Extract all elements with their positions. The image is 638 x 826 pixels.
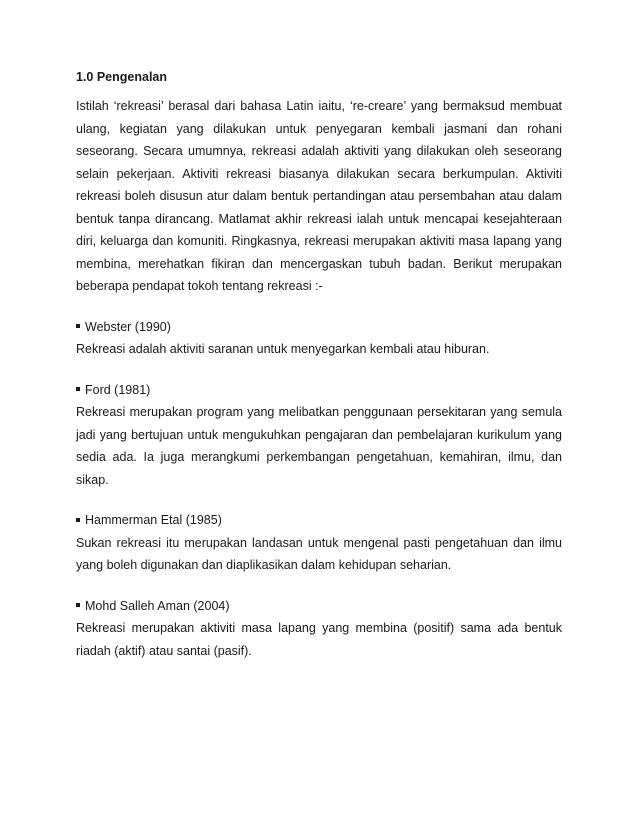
definition-entry-ford xyxy=(76,379,562,492)
bullet-icon xyxy=(76,387,80,391)
bullet-icon xyxy=(76,518,80,522)
definition-entry-webster xyxy=(76,316,562,361)
entry-title xyxy=(76,379,562,402)
bullet-icon xyxy=(76,324,80,328)
entry-text: Rekreasi merupakan aktiviti masa lapang yang membina (positif) sama ada bentuk riadah (aktif) atau santai (pasif). xyxy=(76,621,562,658)
entry-author: Webster (1990) xyxy=(85,319,171,334)
section-heading: 1.0 Pengenalan xyxy=(76,70,168,84)
entry-author: Ford (1981) xyxy=(85,382,151,397)
entry-title xyxy=(76,595,562,618)
entry-text: Rekreasi merupakan program yang melibatkan penggunaan persekitaran yang semula jadi yang bertujuan untuk mengukuhkan pengajaran dan pembelajaran kurikulum yang sedia ada. Ia juga merangkumi perkembangan pengetahuan, kemahiran, ilmu, dan sikap. xyxy=(76,405,562,487)
entry-text: Sukan rekreasi itu merupakan landasan untuk mengenal pasti pengetahuan dan ilmu yang boleh digunakan dan diaplikasikan dalam kehidupan seharian. xyxy=(76,535,562,572)
entry-title xyxy=(76,316,562,339)
intro-paragraph: Istilah ‘rekreasi’ berasal dari bahasa Latin iaitu, ‘re-creare’ yang bermaksud membuat ulang, kegiatan yang dilakukan untuk penyegaran kembali jasmani dan rohani seseorang. Secara umumnya, rekreasi adalah aktiviti yang dilakukan oleh seseorang selain pekerjaan. Aktiviti rekreasi biasanya dilakukan secara berkumpulan. Aktiviti rekreasi boleh disusun atur dalam bentuk pertandingan atau persembahan atau dalam bentuk tanpa dirancang. Matlamat akhir rekreasi ialah untuk mencapai kesejahteraan diri, keluarga dan komuniti. Ringkasnya, rekreasi merupakan aktiviti masa lapang yang membina, merehatkan fikiran dan mencergaskan tubuh badan. Berikut merupakan beberapa pendapat tokoh tentang rekreasi :- xyxy=(76,99,562,293)
entry-title xyxy=(76,509,562,532)
definition-entry-mohd-salleh xyxy=(76,595,562,663)
entry-text: Rekreasi adalah aktiviti saranan untuk menyegarkan kembali atau hiburan. xyxy=(76,342,490,356)
definition-entry-hammerman xyxy=(76,509,562,577)
document-page xyxy=(76,69,562,662)
entry-author: Mohd Salleh Aman (2004) xyxy=(85,598,230,613)
bullet-icon xyxy=(76,603,80,607)
entry-author: Hammerman Etal (1985) xyxy=(85,513,222,527)
